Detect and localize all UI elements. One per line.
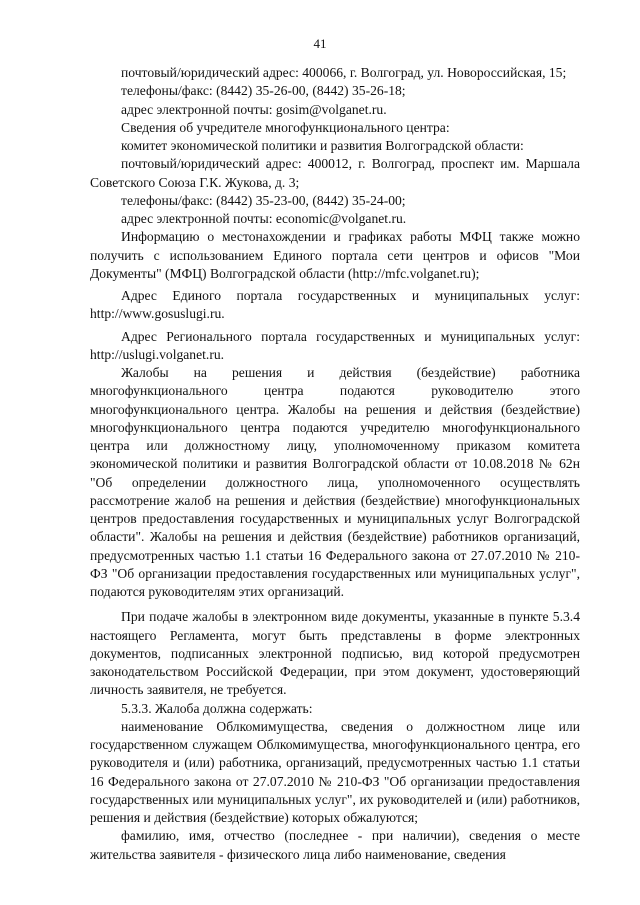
- paragraph-mfc-info: Информацию о местонахождении и графиках работы МФЦ также можно получить с использованием Единого портала сети центров и офисов "Мои Документы" (МФЦ) Волгоградской области (http://mfc.volganet.ru);: [90, 229, 580, 281]
- paragraph-phones: телефоны/факс: (8442) 35-26-00, (8442) 35-26-18;: [121, 83, 406, 99]
- paragraph-committee-address: почтовый/юридический адрес: 400012, г. Волгоград, проспект им. Маршала Советского Союза Г.К. Жукова, д. 3;: [90, 156, 580, 190]
- paragraph-electronic-submission: При подаче жалобы в электронном виде документы, указанные в пункте 5.3.4 настоящего Регламента, могут быть представлены в форме электронных документов, подписанных электронной подписью, вид которой предусмотрен законодательством Российской Федерации, при этом документ, удостоверяющий личность заявителя, не требуется.: [90, 609, 580, 698]
- paragraph-founder-heading: Сведения об учредителе многофункционального центра:: [121, 119, 450, 135]
- paragraph-complaints: Жалобы на решения и действия (бездействие) работника многофункционального центра подаются руководителю этого многофункционального центра. Жалобы на решения и действия (бездействие) многофункционального центра подаются учредителю многофункционального центра или должностному лицу, уполномоченному приказом комитета экономической политики и развития Волгоградской области от 10.08.2018 № 62н "Об определении должностного лица, уполномоченного осуществлять рассмотрение жалоб на решения и действия (бездействие) многофункциональных центров предоставления государственных и муниципальных услуг Волгоградской области". Жалобы на решения и действия (бездействие) работников организаций, предусмотренных частью 1.1 статьи 16 Федерального закона от 27.07.2010 № 210-ФЗ "Об организации предоставления государственных или муниципальных услуг", подаются руководителям этих организаций.: [90, 365, 580, 599]
- paragraph-regional-portal: Адрес Регионального портала государственных и муниципальных услуг: http://uslugi.volganet.ru.: [90, 328, 580, 362]
- document-body: [90, 64, 580, 864]
- paragraph-email: адрес электронной почты: gosim@volganet.ru.: [121, 101, 387, 117]
- paragraph-address-postal: почтовый/юридический адрес: 400066, г. Волгоград, ул. Новороссийская, 15;: [121, 65, 567, 80]
- paragraph-requirements-fio: фамилию, имя, отчество (последнее - при наличии), сведения о месте жительства заявителя - физического лица либо наименование, сведения: [90, 828, 580, 862]
- paragraph-committee-phones: телефоны/факс: (8442) 35-23-00, (8442) 35-24-00;: [121, 192, 406, 208]
- paragraph-committee: комитет экономической политики и развития Волгоградской области:: [121, 138, 524, 153]
- paragraph-requirements-name: наименование Облкомимущества, сведения о должностном лице или государственном служащем Облкомимущества, многофункционального центра, его руководителя и (или) работника, организаций, предусмотренных частью 1.1 статьи 16 Федерального закона от 27.07.2010 № 210-ФЗ "Об организации предоставления государственных или муниципальных услуг", их руководителей и (или) работников, решения и действия (бездействие) которых обжалуются;: [90, 718, 580, 825]
- page-number: 41: [313, 36, 327, 51]
- paragraph-gosuslugi: Адрес Единого портала государственных и муниципальных услуг: http://www.gosuslugi.ru.: [90, 288, 580, 322]
- paragraph-section-5-3-3: 5.3.3. Жалоба должна содержать:: [121, 700, 313, 716]
- paragraph-committee-email: адрес электронной почты: economic@volganet.ru.: [121, 211, 407, 226]
